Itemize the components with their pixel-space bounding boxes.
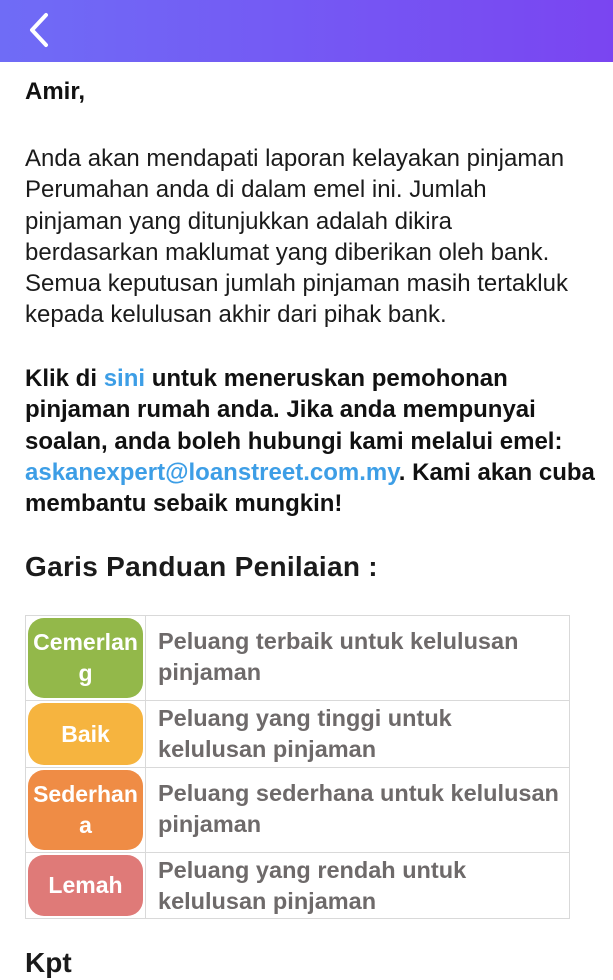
rating-description: Peluang terbaik untuk kelulusan pinjaman <box>158 628 519 685</box>
rating-description: Peluang yang tinggi untuk kelulusan pinjaman <box>158 705 452 762</box>
continue-application-link[interactable]: sini <box>103 365 146 392</box>
next-section-title: Kpt <box>25 947 72 978</box>
rating-description: Peluang sederhana untuk kelulusan pinjaman <box>158 780 559 837</box>
rating-description: Peluang yang rendah untuk kelulusan pinjaman <box>158 857 467 914</box>
cta-paragraph <box>25 363 600 519</box>
badge-cell <box>26 853 146 918</box>
email-content <box>25 76 595 582</box>
rating-badge-sederhana: Sederhana <box>28 770 143 850</box>
rating-badge-baik: Baik <box>28 703 143 765</box>
guide-row-baik <box>26 701 569 768</box>
guide-row-cemerlang <box>26 616 569 701</box>
chevron-left-icon <box>22 10 58 50</box>
badge-cell <box>26 701 146 767</box>
app-header <box>0 0 613 62</box>
assessment-guide-table <box>25 615 570 919</box>
back-button[interactable] <box>22 10 58 50</box>
guide-row-sederhana <box>26 768 569 853</box>
greeting: Amir, <box>25 78 86 105</box>
guide-row-lemah <box>26 853 569 918</box>
rating-badge-lemah: Lemah <box>28 855 143 916</box>
badge-cell <box>26 616 146 700</box>
cta-suffix: . Kami akan cuba membantu sebaik mungkin! <box>25 458 595 518</box>
badge-cell <box>26 768 146 852</box>
report-paragraph: Anda akan mendapati laporan kelayakan pinjaman Perumahan anda di dalam emel ini. Jumlah pinjaman yang ditunjukkan adalah dikira berdasarkan maklumat yang diberikan oleh bank. Semua keputusan jumlah pinjaman masih tertakluk kepada kelulusan akhir dari pihak bank. <box>25 145 568 329</box>
guide-title: Garis Panduan Penilaian : <box>25 551 378 582</box>
cta-middle: untuk meneruskan pemohonan pinjaman rumah anda. Jika anda mempunyai soalan, anda boleh hubungi kami melalui emel: <box>25 365 563 455</box>
cta-prefix: Klik di <box>25 365 104 392</box>
contact-email-link[interactable]: askanexpert@loanstreet.com.my <box>25 458 399 486</box>
rating-badge-cemerlang: Cemerlang <box>28 618 143 698</box>
